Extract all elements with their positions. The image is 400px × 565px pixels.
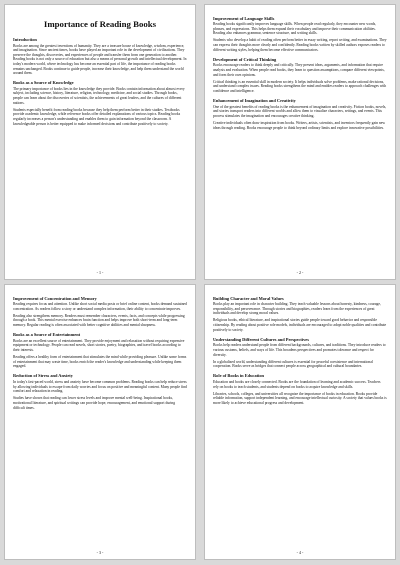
section-imagination-creativity (213, 98, 387, 130)
section-books-as-source-of-knowledge (13, 80, 187, 126)
document-page-2 (204, 4, 396, 280)
document-page-3 (4, 284, 196, 560)
paragraph: In a globalized world, understanding different cultures is essential for peaceful coexistence and international cooperation. Books serve as bridges that connect people across geographical and cultural boundaries. (213, 359, 373, 369)
section-stress-anxiety (13, 373, 187, 410)
section-heading: Improvement of Concentration and Memory (13, 295, 97, 301)
paragraph: Books are among the greatest inventions of humanity. They are a treasure house of knowledge, wisdom, experience, and imagination. Since ancient times, books have played an important role in the development of civilizations. They preserve the thoughts, discoveries, and experiences of people and transfer them from one generation to another. Reading books is not only a source of education but also a means of personal growth and intellectual development. In today's modern world, where technology has become an essential part of life, the importance of reading books remains unchanged. Books continue to guide people, increase their knowledge, and help them understand the world around them. (13, 43, 187, 76)
section-character-values (213, 296, 387, 333)
paragraph: Religious books, ethical literature, and inspirational stories guide people toward good behavior and responsible citizenship. By reading about positive role models, individuals are encouraged to adopt noble qualities and contribute positively to society. (213, 318, 387, 332)
paragraph: Reading offers a healthy form of entertainment that stimulates the mind while providing pleasure. Unlike some forms of entertainment that may waste time, books enrich the reader's knowledge and understanding while keeping them engaged. (13, 355, 187, 369)
document-title: Importance of Reading Books (43, 19, 157, 29)
paragraph: Students who develop a habit of reading often perform better in essay writing, report writing, and examinations. They can express their thoughts more clearly and confidently. Reading books written by skilled authors exposes readers to different writing styles, helping them become effective communicators. (213, 38, 387, 52)
section-heading: Understanding Different Cultures and Perspectives (213, 336, 309, 342)
paragraph: Books encourage readers to think deeply and critically. They present ideas, arguments, and information that require analysis and evaluation. When people read books, they learn to question assumptions, compare different viewpoints, and form their own opinions. (213, 63, 385, 77)
paragraph: Reading also strengthens memory. Readers must remember characters, events, facts, and concepts while progressing through a book. This mental exercise enhances brain function and helps improve both short-term and long-term memory. Regular reading is often associated with better cognitive abilities and mental sharpness. (13, 313, 185, 328)
document-page-1 (4, 4, 196, 280)
paragraph: Critical thinking is an essential skill in modern society. It helps individuals solve problems, make rational decisions, and understand complex issues. Reading books strengthens the mind and enables readers to approach challenges with confidence and intelligence. (213, 79, 387, 93)
section-heading: Books as a Source of Entertainment (13, 332, 81, 338)
section-heading: Development of Critical Thinking (213, 56, 277, 62)
section-heading: Improvement of Language Skills (213, 15, 275, 21)
paragraph: Reading requires focus and attention. Unlike short social media posts or brief online content, books demand sustained concentration. As readers follow a story or understand complex information, their ability to concentrate improves. (13, 302, 187, 311)
section-heading: Enhancement of Imagination and Creativity (213, 97, 296, 103)
section-role-in-education (213, 373, 387, 405)
paragraph: Libraries, schools, colleges, and universities all recognize the importance of books in education. Books provide reliable information, support independent learning, and encourage intellectual curiosity. A society that values books is more likely to achieve educational progress and development. (213, 391, 387, 405)
paragraph: Books play an important role in character building. They teach valuable lessons about honesty, kindness, courage, responsibility, and perseverance. Through stories and biographies, readers learn from the experiences of great individuals and develop strong moral values. (213, 302, 381, 316)
section-concentration-memory (13, 296, 187, 328)
paragraph: Education and books are closely connected. Books are the foundation of learning and academic success. Teachers rely on books to teach students, and students depend on books to acquire knowledge and skills. (213, 380, 381, 389)
paragraph: Students especially benefit from reading books because they help them perform better in their studies. Textbooks provide academic knowledge, while reference books offer detailed explanations of various topics. Reading books regularly increases a person's understanding and enables them to gain information beyond the classroom. A knowledgeable person is better equipped to make informed decisions and contribute positively to society. (13, 107, 181, 126)
page-number: - 2 - (296, 270, 304, 275)
section-introduction (13, 37, 187, 76)
paragraph: Books are an excellent source of entertainment. They provide enjoyment and relaxation without requiring expensive equipment or technology. People can read novels, short stories, poetry, biographies, and travel books according to their interests. (13, 338, 185, 352)
paragraph: Studies have shown that reading can lower stress levels and improve mental well-being. Inspirational books, motivational literature, and spiritual writings can provide hope, encouragement, and emotional support during difficult times. (13, 396, 176, 410)
section-critical-thinking (213, 57, 387, 94)
page-number: - 4 - (296, 550, 304, 555)
page-number: - 3 - (96, 550, 104, 555)
section-heading: Reduction of Stress and Anxiety (13, 373, 73, 379)
document-page-4 (204, 284, 396, 560)
section-entertainment (13, 332, 187, 369)
section-heading: Role of Books in Education (213, 373, 264, 379)
section-cultures-perspectives (213, 337, 387, 369)
section-language-skills (213, 16, 387, 53)
paragraph: Books help readers understand people from different backgrounds, cultures, and traditions. They introduce readers to various customs, beliefs, and ways of life. This broadens perspectives and promotes tolerance and respect for diversity. (213, 343, 386, 357)
section-heading: Books as a Source of Knowledge (13, 80, 74, 86)
section-heading: Introduction (13, 37, 37, 42)
paragraph: The primary importance of books lies in the knowledge they provide. Books contain information about almost every subject, including science, history, literature, religion, technology, medicine, and social studies. Through books, people can learn about the discoveries of scientists, the achievements of great leaders, and the cultures of different nations. (13, 86, 185, 105)
section-heading: Building Character and Moral Values (213, 295, 284, 301)
page-number: - 1 - (96, 270, 104, 275)
paragraph: One of the greatest benefits of reading books is the enhancement of imagination and creativity. Fiction books, novels, and stories transport readers into different worlds and allow them to visualize characters, settings, and events. This process stimulates the imagination and encourages creative thinking. (213, 104, 387, 118)
paragraph: In today's fast-paced world, stress and anxiety have become common problems. Reading books can help reduce stress by allowing individuals to escape from daily worries and focus on positive and meaningful content. Many people find comfort and relaxation in reading. (13, 380, 187, 394)
paragraph: Reading books significantly improves language skills. When people read regularly, they encounter new words, phrases, and expressions. This helps them expand their vocabulary and improve their communication abilities. Reading also enhances grammar, sentence structure, and writing skills. (213, 22, 377, 36)
paragraph: Creative individuals often draw inspiration from books. Writers, artists, scientists, and inventors frequently gain new ideas through reading. Books encourage people to think beyond ordinary limits and explore innovative possibilities. (213, 120, 386, 130)
